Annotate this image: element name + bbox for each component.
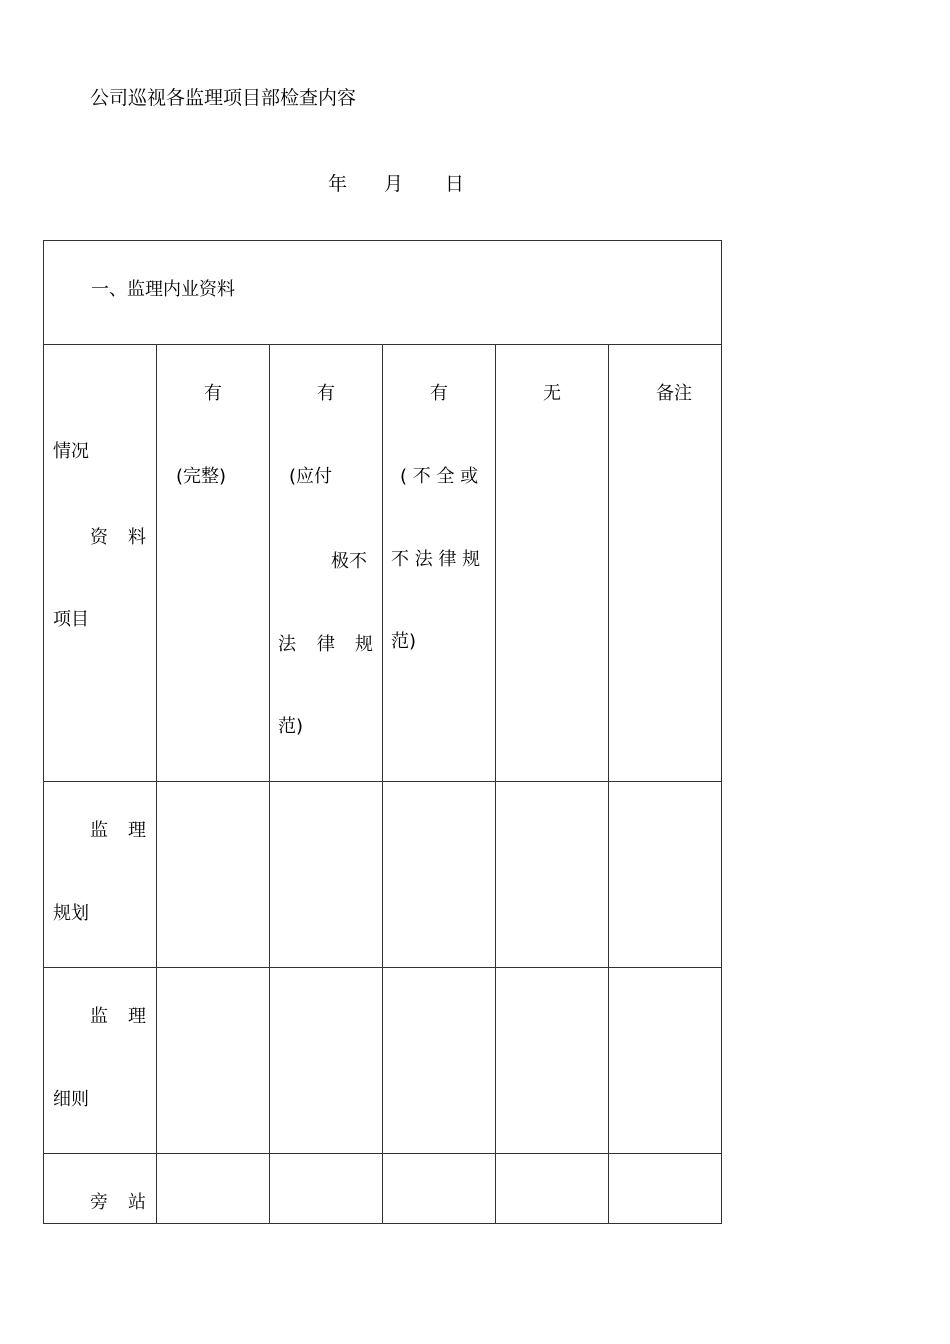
header-col-perfunctory-line4a: 法: [278, 634, 296, 655]
table-header-row: [44, 345, 722, 782]
header-col-none: [496, 345, 609, 782]
date-month-label: 月: [384, 173, 404, 195]
header-col-none-line1: 无: [543, 383, 561, 404]
cell-perfunctory[interactable]: [270, 782, 383, 968]
row-label-cell: [44, 968, 157, 1154]
header-col-incomplete: [383, 345, 496, 782]
row-label-part-a: 监: [90, 820, 108, 841]
header-col-complete-line1: 有: [204, 383, 222, 404]
cell-perfunctory[interactable]: [270, 1154, 383, 1224]
header-col-perfunctory-line3: 极不: [331, 551, 367, 572]
header-col-perfunctory-line4b: 律: [317, 634, 335, 655]
header-col-perfunctory: [270, 345, 383, 782]
header-col-remarks-line1: 备注: [656, 383, 692, 404]
row-label-part-b: 理: [128, 820, 146, 841]
header-col-perfunctory-line5: 范): [278, 716, 304, 737]
date-line: [328, 169, 464, 196]
table-row: [44, 782, 722, 968]
cell-complete[interactable]: [157, 782, 270, 968]
row-label-part-a: 旁: [90, 1192, 108, 1213]
cell-none[interactable]: [496, 782, 609, 968]
row-label-part-a: 监: [90, 1006, 108, 1027]
section-title: 一、监理内业资料: [91, 279, 235, 300]
header-label-material-b: 料: [128, 527, 146, 548]
cell-remarks[interactable]: [609, 1154, 722, 1224]
cell-remarks[interactable]: [609, 782, 722, 968]
cell-none[interactable]: [496, 1154, 609, 1224]
cell-none[interactable]: [496, 968, 609, 1154]
header-col-remarks: [609, 345, 722, 782]
cell-complete[interactable]: [157, 968, 270, 1154]
header-col-incomplete-line4: 范): [391, 631, 417, 652]
header-col-complete-line2: (完整): [176, 466, 227, 487]
cell-perfunctory[interactable]: [270, 968, 383, 1154]
header-col-perfunctory-line4c: 规: [355, 634, 373, 655]
table-row: [44, 968, 722, 1154]
document-title: 公司巡视各监理项目部检查内容: [90, 87, 357, 109]
date-year-label: 年: [328, 173, 348, 195]
cell-incomplete[interactable]: [383, 782, 496, 968]
header-col-incomplete-line3: 不 法 律 规: [391, 549, 481, 570]
row-label-line2: 规划: [53, 903, 89, 924]
header-col-incomplete-line2: ( 不 全 或: [400, 466, 479, 487]
table-row: [44, 1154, 722, 1224]
header-row-col-label-cell: [44, 345, 157, 782]
inspection-table: [43, 240, 722, 1224]
header-col-incomplete-line1: 有: [430, 383, 448, 404]
row-label-cell: [44, 782, 157, 968]
header-col-complete: [157, 345, 270, 782]
row-label-part-b: 理: [128, 1006, 146, 1027]
cell-incomplete[interactable]: [383, 1154, 496, 1224]
header-label-situation: 情况: [53, 441, 89, 462]
header-label-material-a: 资: [90, 527, 108, 548]
cell-incomplete[interactable]: [383, 968, 496, 1154]
row-label-cell: [44, 1154, 157, 1224]
cell-complete[interactable]: [157, 1154, 270, 1224]
cell-remarks[interactable]: [609, 968, 722, 1154]
date-day-label: 日: [445, 173, 465, 195]
header-label-item: 项目: [53, 609, 89, 630]
row-label-part-b: 站: [128, 1192, 146, 1213]
section-header-cell: [44, 241, 722, 345]
header-col-perfunctory-line2: (应付: [289, 466, 333, 487]
header-col-perfunctory-line1: 有: [317, 383, 335, 404]
row-label-line2: 细则: [53, 1089, 89, 1110]
